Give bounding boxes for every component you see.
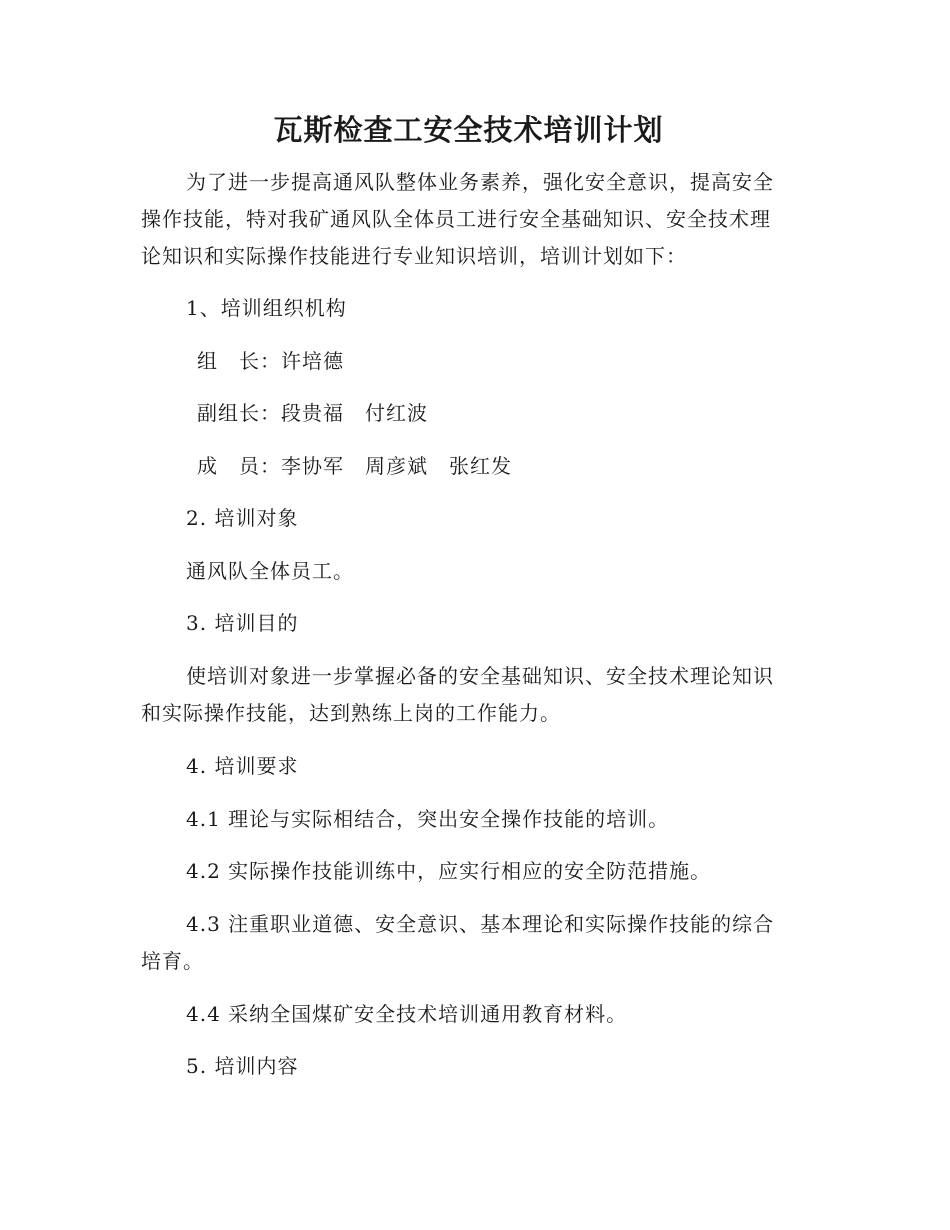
section-heading-audience: 2. 培训对象 (186, 506, 299, 530)
section-body-audience: 通风队全体员工。 (186, 559, 354, 583)
document-title: 瓦斯检查工安全技术培训计划 (273, 113, 664, 147)
section-heading-purpose: 3. 培训目的 (186, 611, 299, 635)
requirement-4-2: 4.2 实际操作技能训练中，应实行相应的安全防范措施。 (186, 859, 712, 883)
intro-line: 为了进一步提高通风队整体业务素养，强化安全意识，提高安全 (186, 170, 774, 194)
members-line: 成 员：李协军 周彦斌 张红发 (197, 454, 512, 478)
requirement-4-1: 4.1 理论与实际相结合，突出安全操作技能的培训。 (186, 807, 670, 831)
purpose-line: 使培训对象进一步掌握必备的安全基础知识、安全技术理论知识 (186, 664, 774, 688)
deputy-leaders-line: 副组长：段贵福 付红波 (197, 401, 428, 425)
document-page (141, 0, 796, 1230)
requirement-4-3 (141, 906, 796, 980)
section-heading-content: 5. 培训内容 (186, 1054, 299, 1078)
section-body-purpose (141, 658, 796, 732)
section-heading-organization: 1、培训组织机构 (186, 296, 347, 320)
leader-line: 组 长：许培德 (197, 349, 344, 373)
requirement-4-3-line: 培育。 (141, 949, 204, 973)
section-heading-requirements: 4. 培训要求 (186, 754, 299, 778)
intro-line: 操作技能，特对我矿通风队全体员工进行安全基础知识、安全技术理 (141, 207, 771, 231)
intro-line: 论知识和实际操作技能进行专业知识培训，培训计划如下： (141, 244, 687, 268)
requirement-4-3-line: 4.3 注重职业道德、安全意识、基本理论和实际操作技能的综合 (186, 912, 775, 936)
requirement-4-4: 4.4 采纳全国煤矿安全技术培训通用教育材料。 (186, 1002, 628, 1026)
purpose-line: 和实际操作技能，达到熟练上岗的工作能力。 (141, 701, 561, 725)
intro-paragraph (141, 164, 796, 275)
